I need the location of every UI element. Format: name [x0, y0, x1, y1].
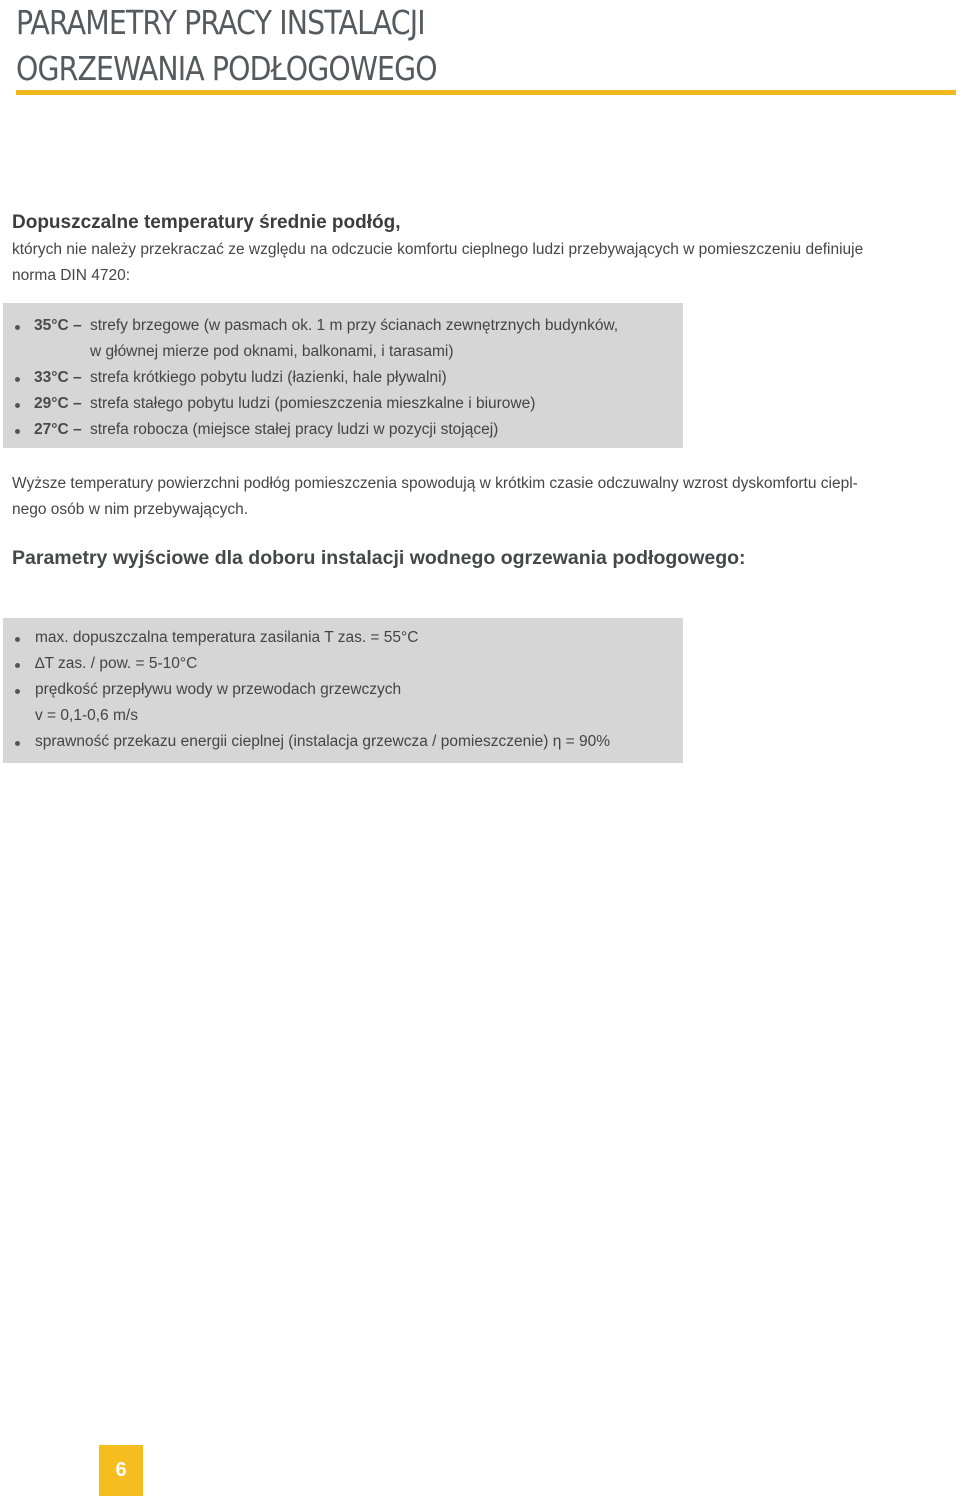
parameter-text: sprawność przekazu energii cieplnej (instalacja grzewcza / pomieszczenie) η = 90% — [35, 733, 611, 750]
note-line-2: nego osób w nim przebywających. — [12, 501, 249, 518]
page-title-line-2: OGRZEWANIA PODŁOGOWEGO — [16, 49, 437, 88]
zone-description: strefa stałego pobytu ludzi (pomieszczenia mieszkalne i biurowe) — [90, 395, 536, 412]
zone-description: strefa krótkiego pobytu ludzi (łazienki, hale pływalni) — [90, 369, 447, 386]
intro-line-1: których nie należy przekraczać ze względu na odczucie komfortu cieplnego ludzi przebywających w pomieszczeniu definiuje — [12, 241, 864, 258]
temperature-value: 27°C – — [34, 421, 82, 438]
temperature-list-box — [3, 303, 683, 448]
parameter-text: prędkość przepływu wody w przewodach grzewczych — [35, 681, 402, 698]
bullet-icon — [15, 377, 20, 382]
bullet-icon — [15, 689, 20, 694]
bullet-icon — [15, 663, 20, 668]
section-2-heading: Parametry wyjściowe dla doboru instalacji wodnego ogrzewania podłogowego: — [12, 547, 746, 569]
bullet-icon — [15, 637, 20, 642]
note-line-1: Wyższe temperatury powierzchni podłóg pomieszczenia spowodują w krótkim czasie odczuwalny wzrost dyskomfortu ciepl- — [12, 475, 858, 492]
bullet-icon — [15, 325, 20, 330]
page-title-line-1: PARAMETRY PRACY INSTALACJI — [16, 3, 425, 42]
section-1-intro — [12, 237, 952, 289]
title-underline — [16, 90, 956, 95]
parameter-text-cont: v = 0,1-0,6 m/s — [35, 707, 138, 724]
zone-description: strefa robocza (miejsce stałej pracy ludzi w pozycji stojącej) — [90, 421, 499, 438]
temperature-value: 29°C – — [34, 395, 82, 412]
parameter-text: ∆T zas. / pow. = 5-10°C — [35, 655, 198, 672]
temperature-value: 33°C – — [34, 369, 82, 386]
bullet-icon — [15, 741, 20, 746]
zone-description-cont: w głównej mierze pod oknami, balkonami, i tarasami) — [90, 343, 454, 360]
parameters-list-box — [3, 618, 683, 763]
page-number: 6 — [99, 1445, 143, 1496]
zone-description: strefy brzegowe (w pasmach ok. 1 m przy ścianach zewnętrznych budynków, — [90, 317, 619, 334]
section-1-note — [12, 471, 952, 523]
section-1-heading: Dopuszczalne temperatury średnie podłóg, — [12, 212, 401, 233]
temperature-value: 35°C – — [34, 317, 82, 334]
page-title — [16, 0, 437, 92]
parameter-text: max. dopuszczalna temperatura zasilania T zas. = 55°C — [35, 629, 419, 646]
bullet-icon — [15, 403, 20, 408]
bullet-icon — [15, 429, 20, 434]
intro-line-2: norma DIN 4720: — [12, 267, 131, 284]
